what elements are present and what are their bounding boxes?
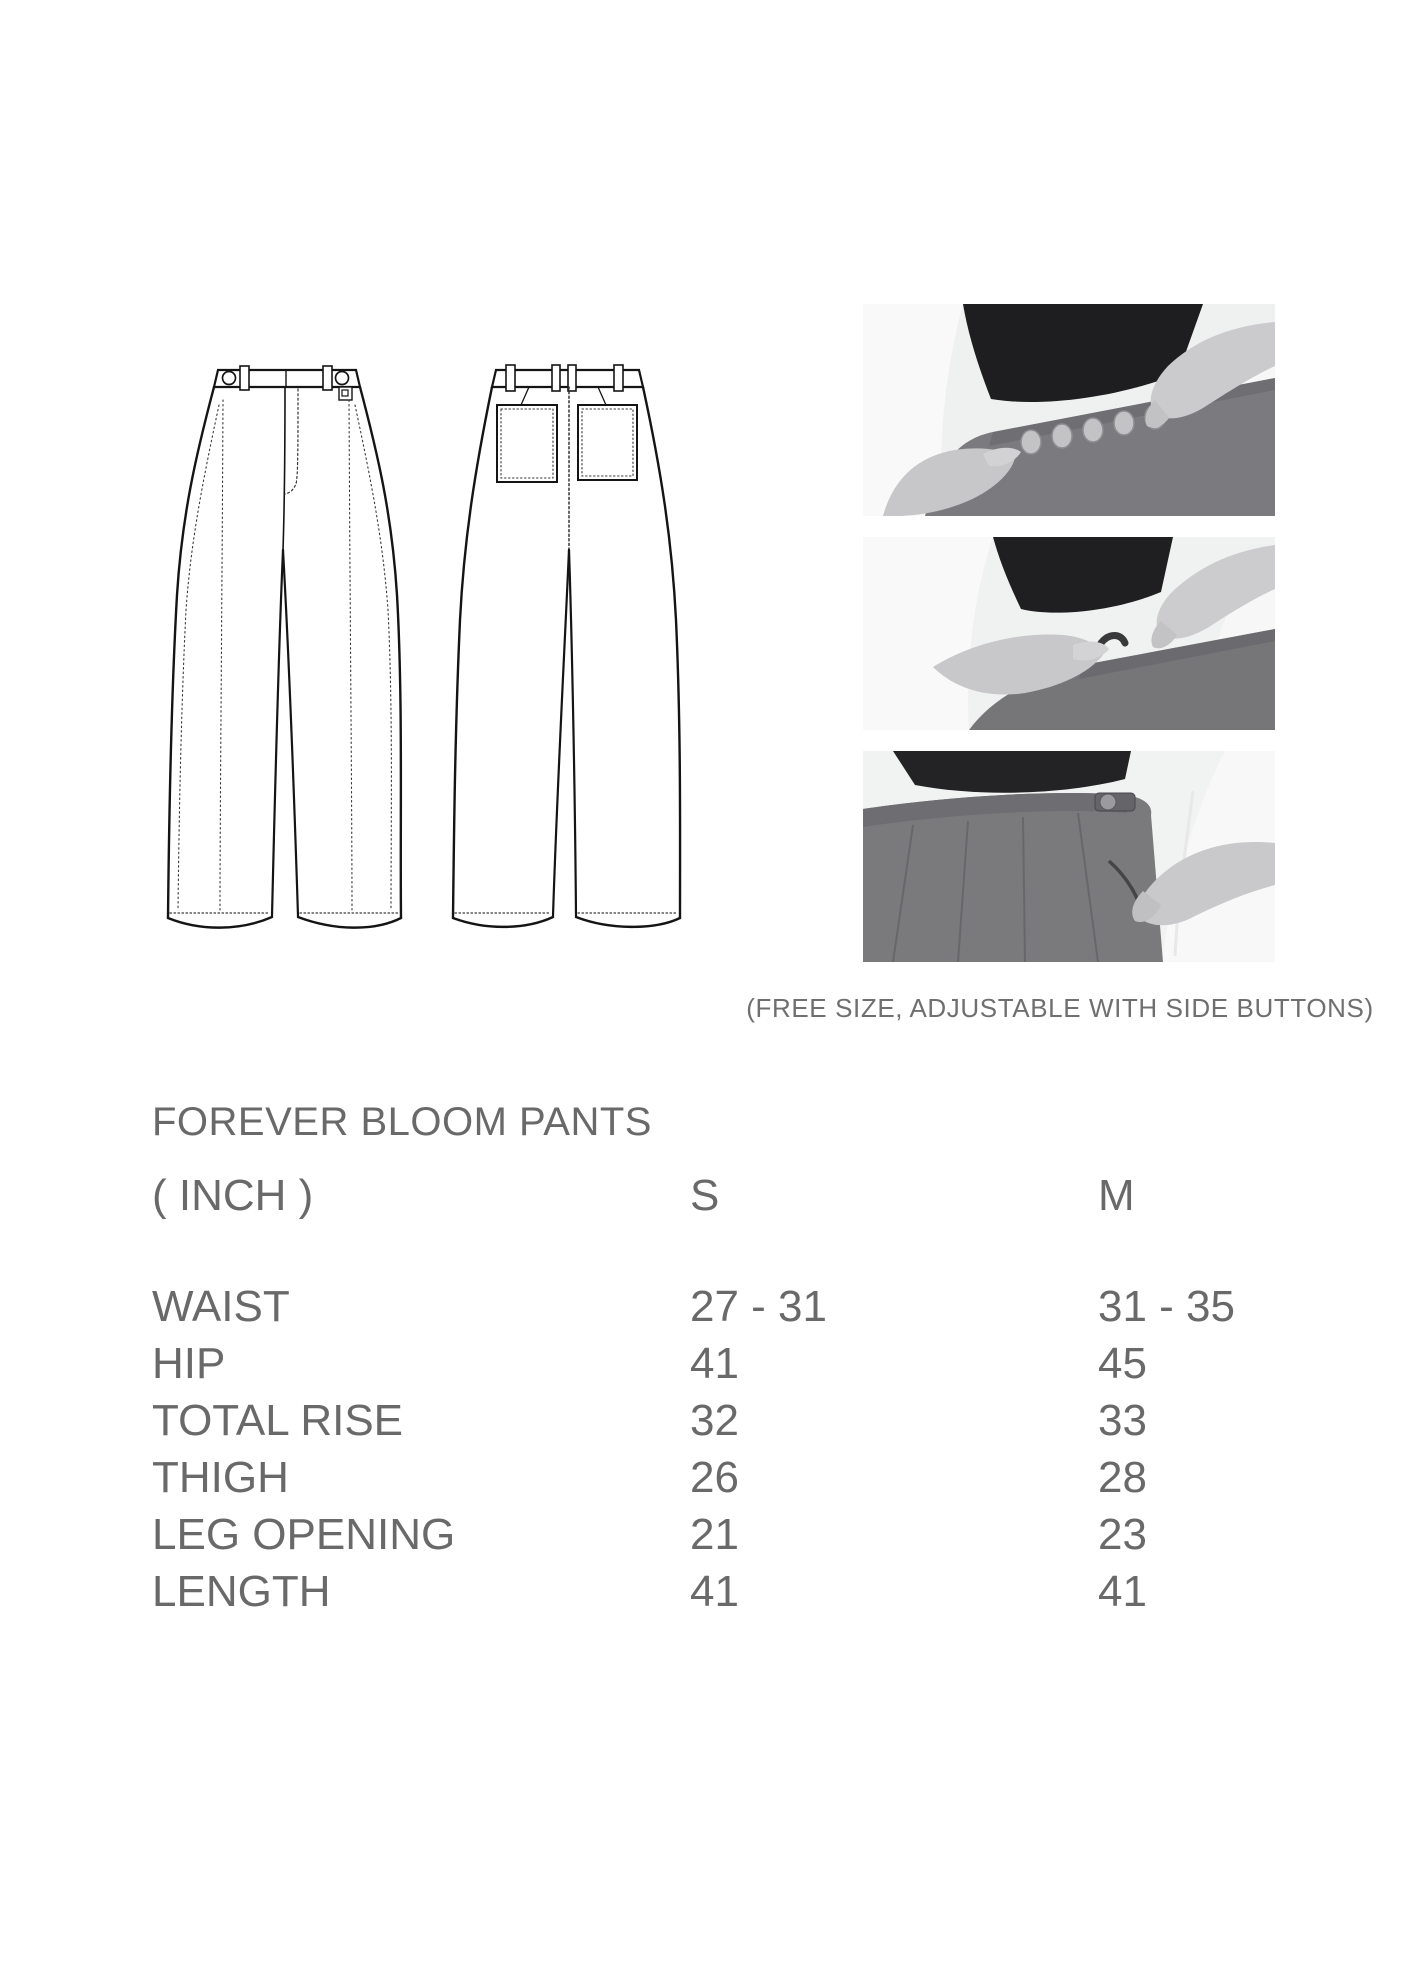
measure-label: TOTAL RISE [152, 1396, 404, 1445]
front-left-button [223, 372, 236, 385]
pants-front-sketch [140, 360, 420, 945]
value-s: 41 [690, 1339, 739, 1388]
measure-label: THIGH [152, 1453, 289, 1502]
photo-side-buttons-row [863, 304, 1275, 516]
photo-button-loop [863, 537, 1275, 730]
value-s: 32 [690, 1396, 739, 1445]
table-row [0, 1567, 1406, 1627]
value-s: 26 [690, 1453, 739, 1502]
product-title: FOREVER BLOOM PANTS [152, 1100, 652, 1144]
value-m: 41 [1098, 1567, 1147, 1616]
table-row [0, 1510, 1406, 1570]
value-m: 23 [1098, 1510, 1147, 1559]
column-header-s: S [690, 1171, 720, 1220]
table-row [0, 1453, 1406, 1513]
back-left-pocket [497, 405, 557, 482]
value-m: 33 [1098, 1396, 1147, 1445]
table-row [0, 1282, 1406, 1342]
value-s: 41 [690, 1567, 739, 1616]
value-m: 45 [1098, 1339, 1147, 1388]
column-header-m: M [1098, 1171, 1135, 1220]
measure-label: LENGTH [152, 1567, 331, 1616]
measure-label: HIP [152, 1339, 226, 1388]
value-s: 21 [690, 1510, 739, 1559]
measure-label: WAIST [152, 1282, 290, 1331]
back-right-pocket [578, 405, 637, 480]
table-header-row [0, 1171, 1406, 1231]
waistband-button [1100, 794, 1116, 810]
table-row [0, 1396, 1406, 1456]
value-m: 31 - 35 [1098, 1282, 1235, 1331]
photo-hand-in-pocket [863, 751, 1275, 962]
value-s: 27 - 31 [690, 1282, 827, 1331]
unit-label: ( INCH ) [152, 1171, 314, 1220]
table-row [0, 1339, 1406, 1399]
free-size-caption: (FREE SIZE, ADJUSTABLE WITH SIDE BUTTONS) [746, 993, 1374, 1023]
front-right-button [336, 372, 349, 385]
value-m: 28 [1098, 1453, 1147, 1502]
measure-label: LEG OPENING [152, 1510, 456, 1559]
pants-back-sketch [440, 360, 695, 945]
